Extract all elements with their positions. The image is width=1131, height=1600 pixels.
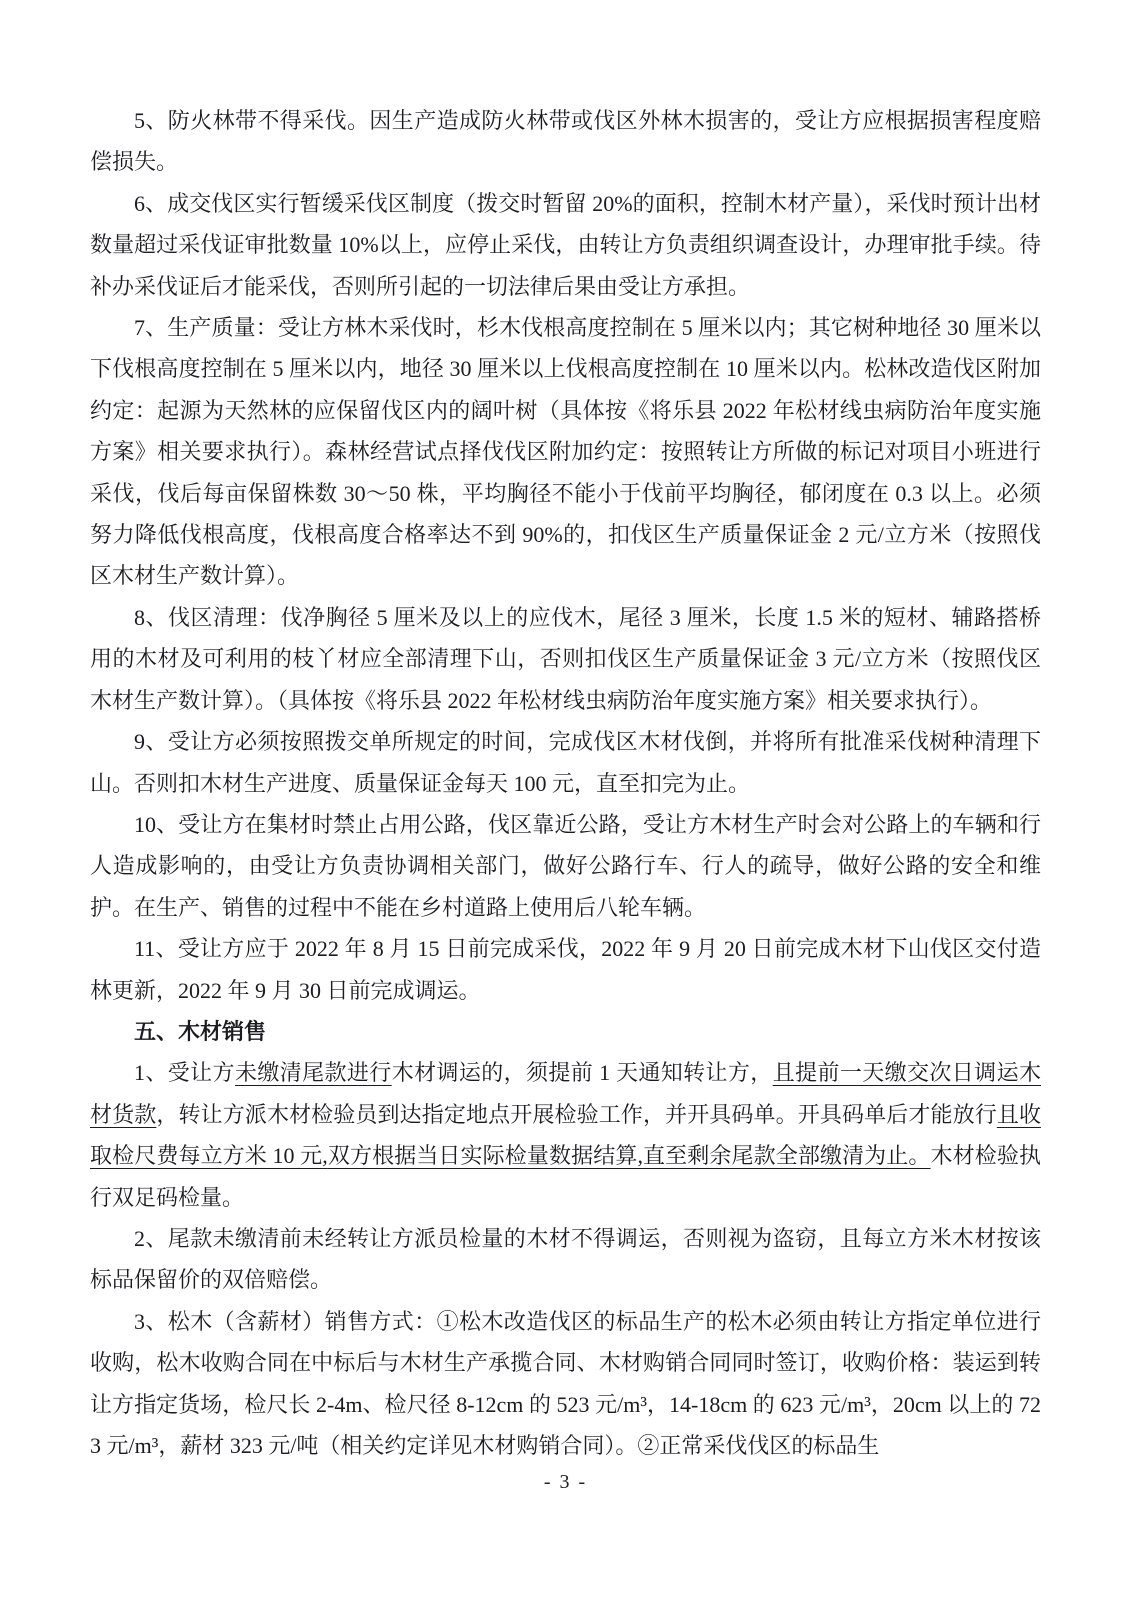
paragraph-sale-clause-2: 2、尾款未缴清前未经转让方派员检量的木材不得调运，否则视为盗窃，且每立方米木材按该标品保留价的双倍赔偿。 [90,1225,1041,1293]
text-run: ，转让方派木材检验员到达指定地点开展检验工作，并开具码单。开具码单后才能放行 [156,1101,997,1127]
text-run: 木材检验执行双足码检量。 [90,1143,1041,1210]
paragraph-clause-10: 10、受让方在集材时禁止占用公路，伐区靠近公路，受让方木材生产时会对公路上的车辆和行人造成影响的，由受让方负责协调相关部门，做好公路行车、行人的疏导，做好公路的安全和维护。在生产、销售的过程中不能在乡村道路上使用后八轮车辆。 [90,811,1041,920]
paragraph-clause-7: 7、生产质量：受让方林木采伐时，杉木伐根高度控制在 5 厘米以内；其它树种地径 30 厘米以下伐根高度控制在 5 厘米以内，地径 30 厘米以上伐根高度控制在 10 厘米以内。松林改造伐区附加约定：起源为天然林的应保留伐区内的阔叶树（具体按《将乐县 2022 年松材线虫病防治年度实施方案》相关要求执行）。森林经营试点择伐伐区附加约定：按照转让方所做的标记对项目小班进行采伐，伐后每亩保留株数 30～50 株，平均胸径不能小于伐前平均胸径，郁闭度在 0.3 以上。必须努力降低伐根高度，伐根高度合格率达不到 90%的，扣伐区生产质量保证金 2 元/立方米（按照伐区木材生产数计算）。 [90,315,1041,589]
document-body [90,100,1041,1466]
paragraph-sale-clause-3: 3、松木（含薪材）销售方式：①松木改造伐区的标品生产的松木必须由转让方指定单位进行收购，松木收购合同在中标后与木材生产承揽合同、木材购销合同同时签订，收购价格：装运到转让方指定货场，检尺长 2-4m、检尺径 8-12cm 的 523 元/m³，14-18cm 的 623 元/m³，20cm 以上的 723 元/m³，薪材 323 元/吨（相关约定详见木材购销合同）。②正常采伐伐区的标品生 [90,1308,1041,1458]
paragraph-clause-5: 5、防火林带不得采伐。因生产造成防火林带或伐区外林木损害的，受让方应根据损害程度赔偿损失。 [90,108,1041,175]
paragraph-clause-9: 9、受让方必须按照拨交单所规定的时间，完成伐区木材伐倒，并将所有批准采伐树种清理下山。否则扣木材生产进度、质量保证金每天 100 元，直至扣完为止。 [90,729,1041,796]
underlined-text-run: 且收取检尺费每立方米 10 元, [90,1101,1041,1169]
text-run: 1、受让方 [134,1060,235,1086]
section-heading-timber-sales: 五、木材销售 [134,1018,267,1044]
paragraph-clause-6: 6、成交伐区实行暂缓采伐区制度（拨交时暂留 20%的面积，控制木材产量），采伐时预计出材数量超过采伐证审批数量 10%以上，应停止采伐，由转让方负责组织调查设计，办理审批手续。待补办采伐证后才能采伐，否则所引起的一切法律后果由受让方承担。 [90,190,1041,299]
paragraph-clause-11: 11、受让方应于 2022 年 8 月 15 日前完成采伐，2022 年 9 月 20 日前完成木材下山伐区交付造林更新，2022 年 9 月 30 日前完成调运。 [90,936,1041,1003]
paragraph-sale-clause-1 [90,1052,1041,1218]
text-run: 木材调运的，须提前 1 天通知转让方， [391,1060,773,1086]
underlined-text-run: 未缴清尾款进行 [234,1060,392,1086]
paragraph-clause-8: 8、伐区清理：伐净胸径 5 厘米及以上的应伐木，尾径 3 厘米，长度 1.5 米的短材、辅路搭桥用的木材及可利用的枝丫材应全部清理下山，否则扣伐区生产质量保证金 3 元/立方米（按照伐区木材生产数计算）。（具体按《将乐县 2022 年松材线虫病防治年度实施方案》相关要求执行）。 [90,604,1041,713]
underlined-text-run: 且提前一天缴交次日调运木材货款 [90,1060,1041,1127]
page-number: - 3 - [543,1471,588,1493]
underlined-text-run: 双方根据当日实际检量数据结算,直至剩余尾款全部缴清为止。 [327,1143,931,1169]
